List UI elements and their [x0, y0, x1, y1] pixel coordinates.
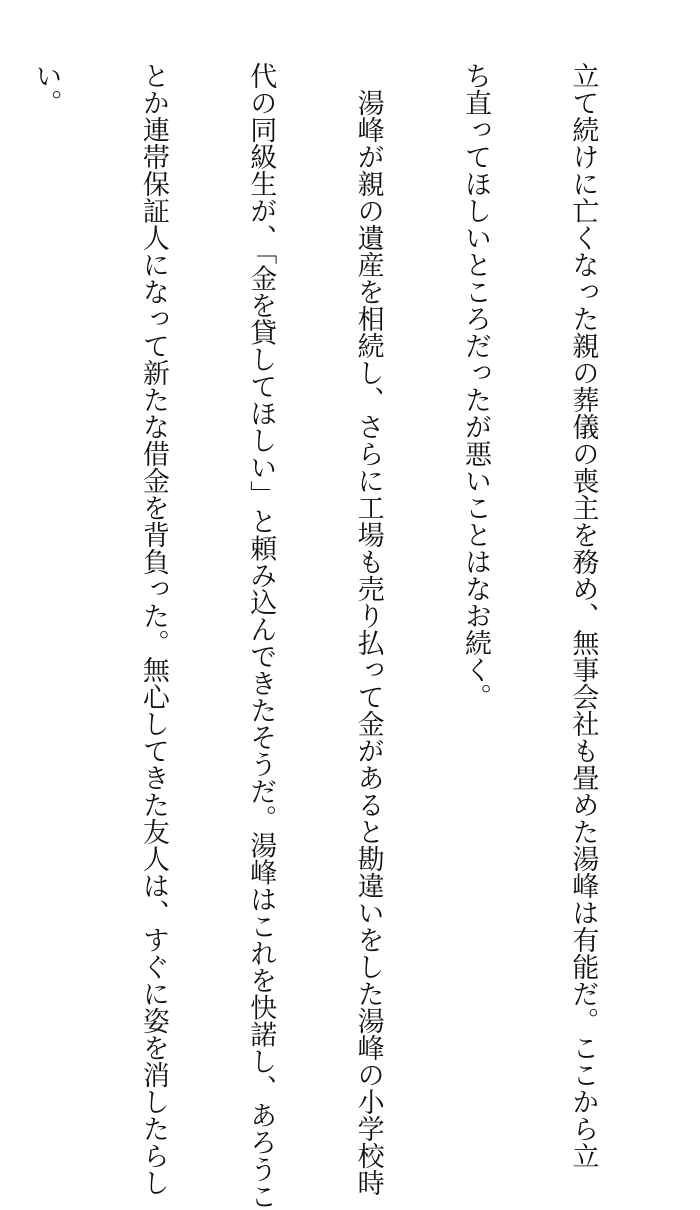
vertical-text-body [0, 62, 672, 1210]
text-line: ち直ってほしいところだったが悪いことはなお続く。 [460, 62, 492, 710]
text-line: い。 [30, 62, 62, 116]
text-line: とか連帯保証人になって新たな借金を背負った。無心してきた友人は、すぐに姿を消したらし [137, 62, 169, 1196]
text-line: 湯峰が親の遺産を相続し、さらに工場も売り払って金があると勘違いをした湯峰の小学校時 [352, 62, 384, 1196]
text-line: 代の同級生が、「金を貸してほしい」と頼み込んできたそうだ。湯峰はこれを快諾し、あろうこ [245, 62, 277, 1210]
text-line: 立て続けに亡くなった親の葬儀の喪主を務め、無事会社も畳めた湯峰は有能だ。ここから立 [567, 62, 599, 1169]
